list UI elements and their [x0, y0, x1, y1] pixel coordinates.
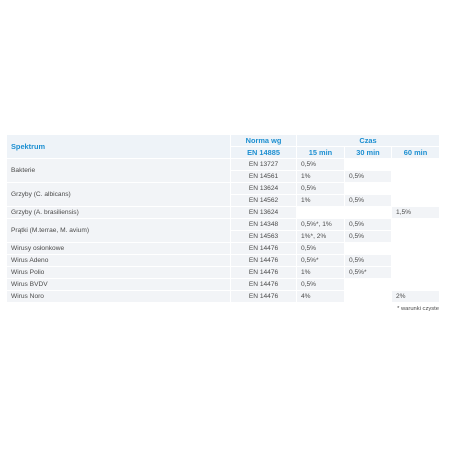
concentration-t30-cell: [345, 207, 392, 219]
concentration-t30-cell: [345, 183, 392, 195]
concentration-t60-cell: [392, 219, 440, 231]
concentration-t60-cell: [392, 267, 440, 279]
concentration-t60-cell: [392, 243, 440, 255]
norm-cell: EN 13624: [231, 183, 297, 195]
header-15min: 15 min: [297, 147, 345, 159]
norm-cell: EN 13727: [231, 159, 297, 171]
concentration-t30-cell: 0,5%: [345, 219, 392, 231]
header-60min: 60 min: [392, 147, 440, 159]
norm-cell: EN 14476: [231, 267, 297, 279]
organism-name: Grzyby (A. brasiliensis): [7, 207, 231, 219]
concentration-t60-cell: [392, 183, 440, 195]
concentration-t30-cell: [345, 279, 392, 291]
organism-name: Bakterie: [7, 159, 231, 183]
organism-name: Wirus BVDV: [7, 279, 231, 291]
concentration-t15-cell: 1%: [297, 195, 345, 207]
norm-cell: EN 14476: [231, 279, 297, 291]
concentration-t60-cell: [392, 195, 440, 207]
header-time: Czas: [297, 135, 440, 147]
concentration-t30-cell: 0,5%: [345, 255, 392, 267]
concentration-t60-cell: [392, 171, 440, 183]
norm-cell: EN 14476: [231, 243, 297, 255]
concentration-t30-cell: 0,5%: [345, 171, 392, 183]
concentration-t15-cell: 1%: [297, 171, 345, 183]
concentration-t15-cell: 0,5%*, 1%: [297, 219, 345, 231]
table-row: [7, 279, 440, 291]
concentration-t60-cell: [392, 279, 440, 291]
concentration-t30-cell: [345, 291, 392, 303]
table-body: [7, 159, 440, 303]
concentration-t15-cell: [297, 207, 345, 219]
header-norm-line2: EN 14885: [231, 147, 297, 159]
concentration-t15-cell: 0,5%: [297, 243, 345, 255]
concentration-t30-cell: [345, 159, 392, 171]
norm-cell: EN 14348: [231, 219, 297, 231]
organism-name: Wirusy osłonkowe: [7, 243, 231, 255]
table-row: [7, 159, 440, 171]
concentration-t30-cell: 0,5%: [345, 231, 392, 243]
concentration-t15-cell: 0,5%: [297, 279, 345, 291]
table-row: [7, 267, 440, 279]
table-row: [7, 291, 440, 303]
concentration-t15-cell: 0,5%: [297, 183, 345, 195]
norm-cell: EN 14563: [231, 231, 297, 243]
header-spectrum: Spektrum: [7, 135, 231, 159]
concentration-t15-cell: 0,5%: [297, 159, 345, 171]
norm-cell: EN 14476: [231, 291, 297, 303]
concentration-t30-cell: [345, 243, 392, 255]
concentration-t30-cell: 0,5%: [345, 195, 392, 207]
concentration-t15-cell: 1%*, 2%: [297, 231, 345, 243]
concentration-t30-cell: 0,5%*: [345, 267, 392, 279]
organism-name: Wirus Polio: [7, 267, 231, 279]
table-row: [7, 207, 440, 219]
concentration-t15-cell: 1%: [297, 267, 345, 279]
norm-cell: EN 14562: [231, 195, 297, 207]
table-row: [7, 243, 440, 255]
norm-cell: EN 14561: [231, 171, 297, 183]
table-row: [7, 183, 440, 195]
norm-cell: EN 14476: [231, 255, 297, 267]
concentration-t60-cell: 1,5%: [392, 207, 440, 219]
header-30min: 30 min: [345, 147, 392, 159]
norm-cell: EN 13624: [231, 207, 297, 219]
concentration-t60-cell: [392, 255, 440, 267]
footnote: * warunki czyste: [397, 306, 439, 312]
concentration-t60-cell: [392, 159, 440, 171]
organism-name: Grzyby (C. albicans): [7, 183, 231, 207]
table-row: [7, 255, 440, 267]
organism-name: Prątki (M.terrae, M. avium): [7, 219, 231, 243]
concentration-t60-cell: [392, 231, 440, 243]
organism-name: Wirus Noro: [7, 291, 231, 303]
header-norm-line1: Norma wg: [231, 135, 297, 147]
spectrum-table: [6, 134, 440, 303]
table-row: [7, 219, 440, 231]
concentration-t60-cell: 2%: [392, 291, 440, 303]
spectrum-table-container: [6, 134, 439, 303]
concentration-t15-cell: 4%: [297, 291, 345, 303]
concentration-t15-cell: 0,5%*: [297, 255, 345, 267]
organism-name: Wirus Adeno: [7, 255, 231, 267]
